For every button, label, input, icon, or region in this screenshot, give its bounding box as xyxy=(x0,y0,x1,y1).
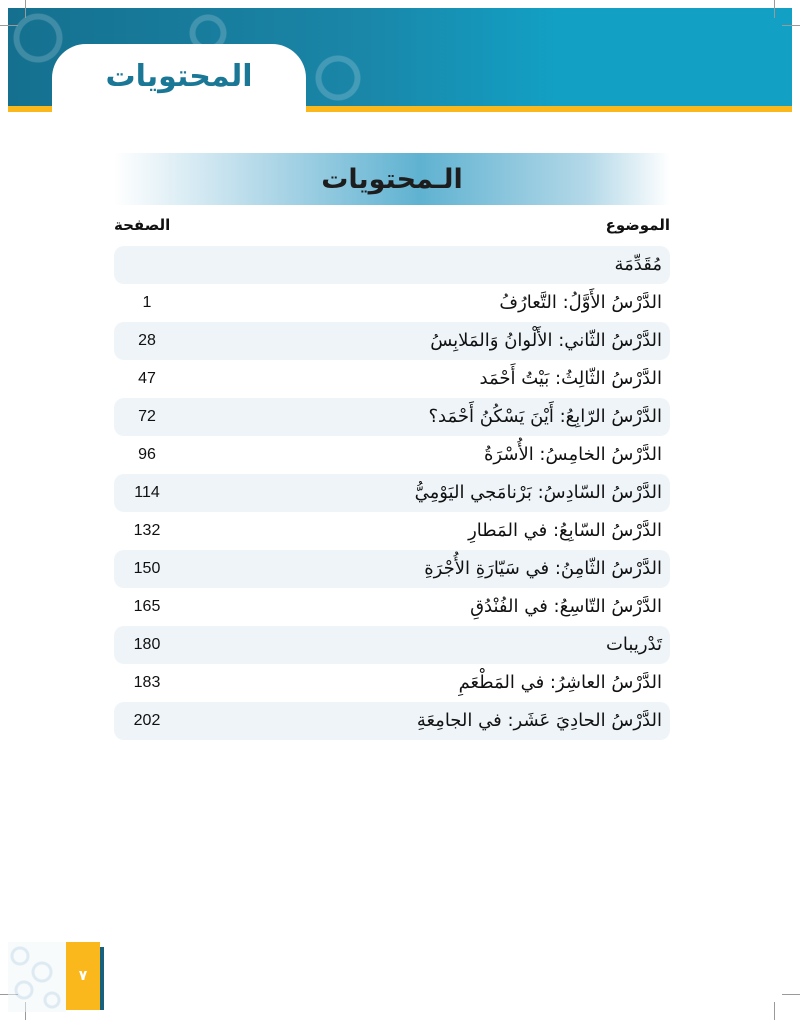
toc-row[interactable] xyxy=(114,702,670,740)
toc-topic: الدَّرْسُ العاشِرُ: في المَطْعَمِ xyxy=(458,672,662,693)
toc-topic: الدَّرْسُ التّاسِعُ: في الفُنْدُقِ xyxy=(470,596,662,617)
toc-row[interactable] xyxy=(114,626,670,664)
crop-mark-top-right-h xyxy=(782,25,800,26)
toc-topic: الدَّرْسُ الأَوَّلُ: التَّعارُفُ xyxy=(499,292,662,313)
toc-row[interactable] xyxy=(114,436,670,474)
page-number-badge xyxy=(66,942,100,1010)
contents-title-bar xyxy=(114,153,670,205)
column-header-page: الصفحة xyxy=(114,216,171,234)
toc-topic: الدَّرْسُ السّابِعُ: في المَطارِ xyxy=(468,520,662,541)
toc-page: 114 xyxy=(134,484,160,501)
page-number-edge xyxy=(100,947,104,1010)
toc-page: 180 xyxy=(133,636,161,653)
contents-title: الـمحتويات xyxy=(321,163,463,195)
crop-mark-top-right-v xyxy=(774,0,775,18)
toc-page: 150 xyxy=(133,560,161,577)
toc-page: 47 xyxy=(138,370,156,387)
crop-mark-bottom-right-h xyxy=(782,994,800,995)
toc-page xyxy=(114,246,180,284)
header-tab xyxy=(52,44,306,116)
toc-row[interactable] xyxy=(114,398,670,436)
crop-mark-top-left-h xyxy=(0,25,18,26)
toc-row[interactable] xyxy=(114,474,670,512)
toc-page: 28 xyxy=(138,332,156,349)
toc-topic: مُقَدِّمَة xyxy=(614,254,662,275)
toc-topic: الدَّرْسُ الحادِيَ عَشَر: في الجامِعَةِ xyxy=(416,710,662,731)
column-header-topic: الموضوع xyxy=(605,216,670,234)
toc-row[interactable] xyxy=(114,284,670,322)
crop-mark-top-left-v xyxy=(25,0,26,18)
toc-row[interactable] xyxy=(114,664,670,702)
toc-page: 183 xyxy=(133,674,161,691)
toc-page: 96 xyxy=(138,446,156,463)
toc-topic: الدَّرْسُ الثّالِثُ: بَيْتُ أَحْمَد xyxy=(479,368,662,389)
page-number: ٧ xyxy=(78,968,88,984)
toc-topic: تَدْريبات xyxy=(605,634,662,655)
toc-topic: الدَّرْسُ الثّاني: الأَلْوانُ وَالمَلابِسُ xyxy=(430,330,662,351)
toc-topic: الدَّرْسُ الثّامِنُ: في سَيّارَةِ الأُجْرَةِ xyxy=(424,558,662,579)
toc-row[interactable] xyxy=(114,588,670,626)
toc-topic: الدَّرْسُ الرّابِعُ: أَيْنَ يَسْكُنُ أَحْمَد؟ xyxy=(428,406,662,427)
toc-page: 1 xyxy=(142,294,152,311)
toc-page: 132 xyxy=(133,522,161,539)
toc-topic: الدَّرْسُ السّادِسُ: بَرْنامَجي اليَوْمِيُّ xyxy=(414,482,662,503)
toc-page: 165 xyxy=(133,598,161,615)
crop-mark-bottom-right-v xyxy=(774,1002,775,1020)
toc-row[interactable] xyxy=(114,360,670,398)
toc-row[interactable] xyxy=(114,512,670,550)
toc-row[interactable] xyxy=(114,550,670,588)
footer-pattern xyxy=(8,942,66,1012)
header-tab-title: المحتويات xyxy=(105,58,253,94)
toc-row[interactable] xyxy=(114,246,670,284)
toc-topic: الدَّرْسُ الخامِسُ: الأُسْرَةُ xyxy=(484,444,662,465)
toc-page: 72 xyxy=(138,408,156,425)
toc-page: 202 xyxy=(133,712,161,729)
toc-row[interactable] xyxy=(114,322,670,360)
table-of-contents xyxy=(114,246,670,740)
